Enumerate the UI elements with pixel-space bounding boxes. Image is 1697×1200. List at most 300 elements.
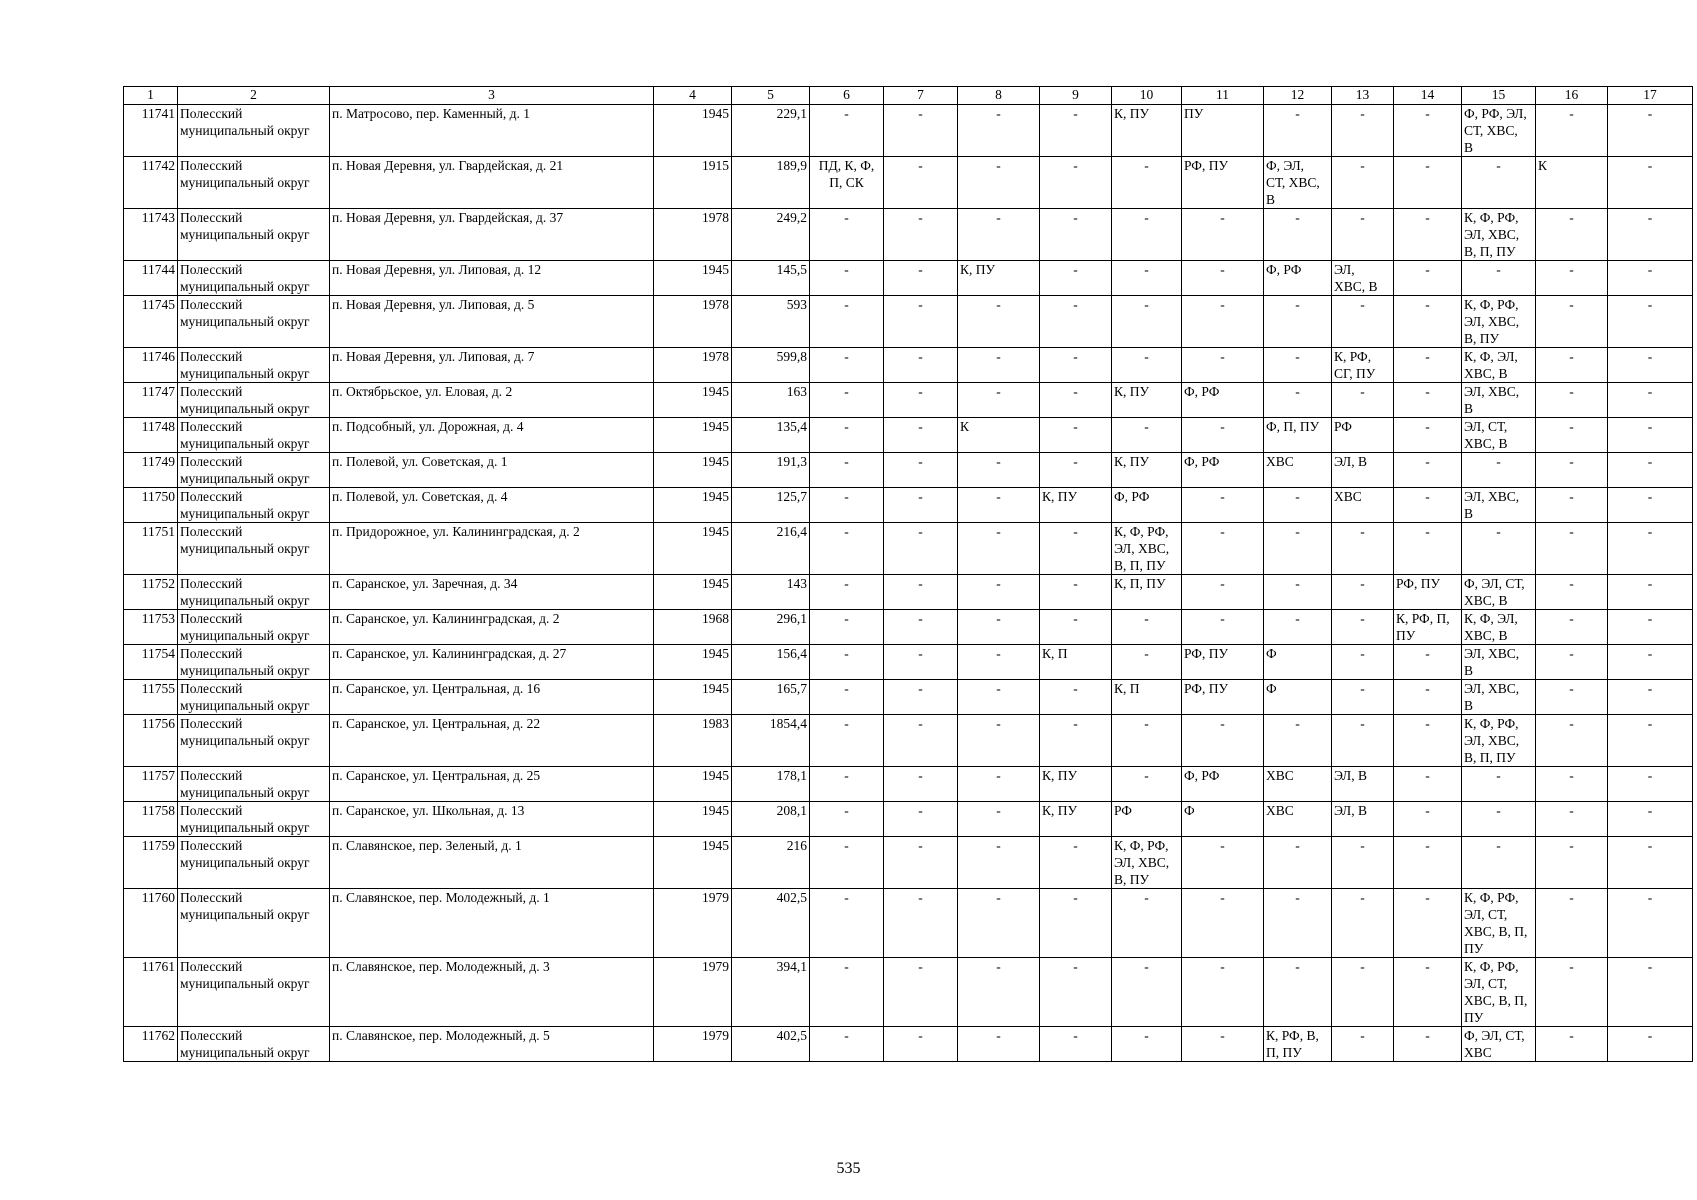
- table-cell: -: [810, 715, 884, 767]
- table-cell: Ф, РФ: [1182, 453, 1264, 488]
- table-cell: -: [1536, 802, 1608, 837]
- table-cell: -: [884, 296, 958, 348]
- table-cell: -: [884, 383, 958, 418]
- table-cell: -: [884, 157, 958, 209]
- table-cell: 216: [732, 837, 810, 889]
- table-cell: К, Ф, РФ, ЭЛ, ХВС, В, П, ПУ: [1112, 523, 1182, 575]
- table-cell: -: [1264, 296, 1332, 348]
- table-cell: -: [1608, 383, 1693, 418]
- table-cell: -: [1182, 418, 1264, 453]
- table-cell: 11759: [124, 837, 178, 889]
- table-cell: -: [958, 453, 1040, 488]
- table-cell: К, Ф, ЭЛ, ХВС, В: [1462, 348, 1536, 383]
- table-cell: К, Ф, РФ, ЭЛ, ХВС, В, ПУ: [1112, 837, 1182, 889]
- table-cell: -: [1536, 715, 1608, 767]
- table-cell: п. Саранское, ул. Калининградская, д. 27: [330, 645, 654, 680]
- table-cell: -: [1608, 645, 1693, 680]
- table-cell: К, ПУ: [1040, 488, 1112, 523]
- table-cell: -: [958, 575, 1040, 610]
- table-cell: 11742: [124, 157, 178, 209]
- table-cell: -: [884, 261, 958, 296]
- table-cell: РФ, ПУ: [1182, 157, 1264, 209]
- table-cell: -: [1040, 383, 1112, 418]
- table-cell: 402,5: [732, 1027, 810, 1062]
- table-cell: 11747: [124, 383, 178, 418]
- table-cell: -: [1264, 105, 1332, 157]
- table-cell: -: [1332, 383, 1394, 418]
- table-cell: -: [810, 889, 884, 958]
- table-cell: -: [1332, 209, 1394, 261]
- table-cell: -: [1182, 488, 1264, 523]
- table-cell: К, ПУ: [958, 261, 1040, 296]
- table-cell: Полесский муниципальный округ: [178, 523, 330, 575]
- table-row: [124, 575, 1693, 610]
- table-cell: -: [1332, 610, 1394, 645]
- table-cell: 11761: [124, 958, 178, 1027]
- table-cell: -: [1462, 453, 1536, 488]
- table-cell: -: [884, 837, 958, 889]
- table-cell: ЭЛ, ХВС, В: [1462, 488, 1536, 523]
- table-cell: К, РФ, СГ, ПУ: [1332, 348, 1394, 383]
- table-cell: ЭЛ, ХВС, В: [1462, 383, 1536, 418]
- table-cell: -: [1332, 715, 1394, 767]
- table-cell: -: [1112, 958, 1182, 1027]
- table-cell: -: [958, 889, 1040, 958]
- table-cell: Ф, РФ: [1182, 383, 1264, 418]
- table-cell: -: [1040, 837, 1112, 889]
- table-cell: Полесский муниципальный округ: [178, 889, 330, 958]
- column-header: 17: [1608, 87, 1693, 105]
- table-cell: 11755: [124, 680, 178, 715]
- register-table: [123, 86, 1693, 1062]
- table-cell: -: [1112, 610, 1182, 645]
- table-cell: -: [1040, 453, 1112, 488]
- table-cell: -: [958, 488, 1040, 523]
- table-cell: -: [1394, 261, 1462, 296]
- table-cell: -: [1332, 645, 1394, 680]
- table-cell: -: [1536, 837, 1608, 889]
- table-cell: -: [1332, 958, 1394, 1027]
- table-cell: -: [1608, 889, 1693, 958]
- table-cell: РФ, ПУ: [1182, 680, 1264, 715]
- table-cell: 191,3: [732, 453, 810, 488]
- table-cell: -: [1112, 157, 1182, 209]
- table-cell: 229,1: [732, 105, 810, 157]
- table-cell: К, ПУ: [1040, 802, 1112, 837]
- table-cell: -: [1112, 261, 1182, 296]
- column-header: 7: [884, 87, 958, 105]
- table-cell: -: [810, 610, 884, 645]
- table-cell: -: [1332, 157, 1394, 209]
- table-cell: Полесский муниципальный округ: [178, 488, 330, 523]
- table-cell: 1945: [654, 523, 732, 575]
- table-cell: п. Полевой, ул. Советская, д. 4: [330, 488, 654, 523]
- table-cell: 11758: [124, 802, 178, 837]
- table-cell: 1915: [654, 157, 732, 209]
- table-cell: п. Новая Деревня, ул. Липовая, д. 5: [330, 296, 654, 348]
- table-cell: -: [884, 610, 958, 645]
- table-cell: -: [1608, 680, 1693, 715]
- table-row: [124, 296, 1693, 348]
- table-cell: 593: [732, 296, 810, 348]
- table-cell: ЭЛ, ХВС, В: [1462, 645, 1536, 680]
- table-cell: -: [1332, 1027, 1394, 1062]
- table-cell: -: [1462, 157, 1536, 209]
- table-cell: 1978: [654, 209, 732, 261]
- table-row: [124, 645, 1693, 680]
- table-cell: РФ, ПУ: [1182, 645, 1264, 680]
- table-cell: -: [1608, 296, 1693, 348]
- table-cell: -: [1332, 889, 1394, 958]
- table-cell: -: [1112, 296, 1182, 348]
- column-header: 8: [958, 87, 1040, 105]
- table-cell: Полесский муниципальный округ: [178, 575, 330, 610]
- table-cell: 1945: [654, 105, 732, 157]
- table-cell: 178,1: [732, 767, 810, 802]
- table-cell: -: [810, 645, 884, 680]
- table-cell: п. Саранское, ул. Заречная, д. 34: [330, 575, 654, 610]
- table-cell: -: [1332, 105, 1394, 157]
- table-cell: -: [810, 680, 884, 715]
- table-cell: -: [958, 348, 1040, 383]
- table-cell: Полесский муниципальный округ: [178, 261, 330, 296]
- table-cell: -: [1536, 488, 1608, 523]
- table-cell: -: [810, 348, 884, 383]
- table-cell: -: [1462, 767, 1536, 802]
- table-cell: -: [1608, 418, 1693, 453]
- table-cell: Полесский муниципальный округ: [178, 837, 330, 889]
- table-cell: 1945: [654, 575, 732, 610]
- table-cell: -: [1608, 1027, 1693, 1062]
- table-row: [124, 348, 1693, 383]
- table-cell: -: [1394, 802, 1462, 837]
- table-cell: -: [810, 523, 884, 575]
- table-row: [124, 958, 1693, 1027]
- table-row: [124, 209, 1693, 261]
- table-cell: К, П: [1040, 645, 1112, 680]
- column-header: 12: [1264, 87, 1332, 105]
- table-cell: 11743: [124, 209, 178, 261]
- table-cell: -: [1394, 1027, 1462, 1062]
- table-cell: К, РФ, П, ПУ: [1394, 610, 1462, 645]
- table-cell: ЭЛ, В: [1332, 453, 1394, 488]
- table-cell: -: [1608, 157, 1693, 209]
- table-cell: К, ПУ: [1040, 767, 1112, 802]
- table-cell: -: [1112, 348, 1182, 383]
- table-cell: -: [1608, 105, 1693, 157]
- table-cell: -: [1394, 383, 1462, 418]
- table-cell: -: [1264, 715, 1332, 767]
- table-cell: -: [810, 261, 884, 296]
- table-cell: -: [1608, 488, 1693, 523]
- table-cell: -: [810, 488, 884, 523]
- table-cell: К, П, ПУ: [1112, 575, 1182, 610]
- table-cell: К, Ф, РФ, ЭЛ, СТ, ХВС, В, П, ПУ: [1462, 889, 1536, 958]
- table-cell: К, ПУ: [1112, 383, 1182, 418]
- table-cell: -: [1112, 645, 1182, 680]
- table-cell: 1945: [654, 645, 732, 680]
- table-cell: Ф, РФ: [1264, 261, 1332, 296]
- table-cell: -: [1608, 958, 1693, 1027]
- table-cell: -: [884, 802, 958, 837]
- table-cell: -: [1462, 523, 1536, 575]
- table-cell: Полесский муниципальный округ: [178, 715, 330, 767]
- table-cell: -: [1462, 261, 1536, 296]
- table-cell: Полесский муниципальный округ: [178, 645, 330, 680]
- table-cell: -: [810, 802, 884, 837]
- table-cell: п. Славянское, пер. Молодежный, д. 1: [330, 889, 654, 958]
- table-cell: -: [1394, 767, 1462, 802]
- table-cell: -: [1040, 105, 1112, 157]
- table-cell: -: [1536, 453, 1608, 488]
- table-cell: 11756: [124, 715, 178, 767]
- table-cell: 11753: [124, 610, 178, 645]
- table-cell: п. Саранское, ул. Калининградская, д. 2: [330, 610, 654, 645]
- table-cell: -: [1264, 837, 1332, 889]
- table-cell: -: [958, 715, 1040, 767]
- table-cell: -: [1608, 715, 1693, 767]
- table-cell: -: [884, 575, 958, 610]
- table-cell: -: [810, 296, 884, 348]
- table-cell: -: [1536, 575, 1608, 610]
- table-cell: -: [1394, 296, 1462, 348]
- table-cell: 1978: [654, 296, 732, 348]
- table-cell: 1854,4: [732, 715, 810, 767]
- table-cell: -: [1264, 383, 1332, 418]
- table-cell: К, П: [1112, 680, 1182, 715]
- table-cell: -: [1332, 837, 1394, 889]
- column-header: 3: [330, 87, 654, 105]
- column-header: 15: [1462, 87, 1536, 105]
- table-cell: п. Полевой, ул. Советская, д. 1: [330, 453, 654, 488]
- table-cell: -: [1536, 523, 1608, 575]
- table-cell: 1979: [654, 1027, 732, 1062]
- table-cell: -: [1112, 1027, 1182, 1062]
- table-cell: 11748: [124, 418, 178, 453]
- table-cell: п. Славянское, пер. Зеленый, д. 1: [330, 837, 654, 889]
- table-cell: -: [1608, 261, 1693, 296]
- column-header: 16: [1536, 87, 1608, 105]
- table-cell: -: [1040, 715, 1112, 767]
- table-cell: 11757: [124, 767, 178, 802]
- table-cell: ХВС: [1264, 802, 1332, 837]
- table-cell: -: [1462, 837, 1536, 889]
- table-cell: -: [884, 958, 958, 1027]
- table-cell: -: [1182, 575, 1264, 610]
- table-cell: -: [1112, 418, 1182, 453]
- column-header: 10: [1112, 87, 1182, 105]
- table-cell: 1945: [654, 802, 732, 837]
- table-cell: -: [1536, 680, 1608, 715]
- table-cell: 11751: [124, 523, 178, 575]
- table-cell: 402,5: [732, 889, 810, 958]
- table-cell: -: [1394, 488, 1462, 523]
- table-cell: Полесский муниципальный округ: [178, 453, 330, 488]
- column-header: 5: [732, 87, 810, 105]
- table-cell: п. Новая Деревня, ул. Гвардейская, д. 37: [330, 209, 654, 261]
- table-cell: 11750: [124, 488, 178, 523]
- table-cell: -: [810, 453, 884, 488]
- table-cell: -: [1394, 209, 1462, 261]
- table-cell: -: [1536, 383, 1608, 418]
- table-cell: -: [1264, 209, 1332, 261]
- table-cell: п. Саранское, ул. Центральная, д. 16: [330, 680, 654, 715]
- column-header: 2: [178, 87, 330, 105]
- table-cell: -: [1536, 209, 1608, 261]
- table-cell: -: [884, 523, 958, 575]
- table-row: [124, 261, 1693, 296]
- table-cell: 163: [732, 383, 810, 418]
- table-cell: -: [1536, 958, 1608, 1027]
- table-cell: -: [810, 837, 884, 889]
- table-cell: -: [1536, 610, 1608, 645]
- table-cell: ЭЛ, ХВС, В: [1332, 261, 1394, 296]
- table-row: [124, 802, 1693, 837]
- table-row: [124, 523, 1693, 575]
- table-cell: Полесский муниципальный округ: [178, 767, 330, 802]
- column-header: 11: [1182, 87, 1264, 105]
- table-cell: -: [1394, 453, 1462, 488]
- table-cell: 11746: [124, 348, 178, 383]
- table-cell: Ф, П, ПУ: [1264, 418, 1332, 453]
- table-cell: 599,8: [732, 348, 810, 383]
- table-cell: Полесский муниципальный округ: [178, 680, 330, 715]
- table-cell: Полесский муниципальный округ: [178, 802, 330, 837]
- table-cell: -: [1608, 453, 1693, 488]
- table-cell: п. Матросово, пер. Каменный, д. 1: [330, 105, 654, 157]
- table-cell: -: [810, 105, 884, 157]
- table-cell: -: [1040, 261, 1112, 296]
- table-cell: -: [1536, 105, 1608, 157]
- table-cell: п. Славянское, пер. Молодежный, д. 5: [330, 1027, 654, 1062]
- table-cell: -: [1536, 889, 1608, 958]
- table-cell: -: [1536, 296, 1608, 348]
- table-cell: 296,1: [732, 610, 810, 645]
- table-cell: п. Придорожное, ул. Калининградская, д. 2: [330, 523, 654, 575]
- table-cell: -: [1394, 645, 1462, 680]
- table-row: [124, 715, 1693, 767]
- table-cell: -: [1536, 261, 1608, 296]
- table-cell: 1979: [654, 958, 732, 1027]
- table-cell: 249,2: [732, 209, 810, 261]
- table-row: [124, 105, 1693, 157]
- table-cell: -: [1536, 767, 1608, 802]
- table-cell: -: [1040, 157, 1112, 209]
- table-cell: -: [1394, 715, 1462, 767]
- column-header: 1: [124, 87, 178, 105]
- table-cell: 1945: [654, 488, 732, 523]
- table-cell: -: [1536, 1027, 1608, 1062]
- table-row: [124, 453, 1693, 488]
- table-cell: п. Подсобный, ул. Дорожная, д. 4: [330, 418, 654, 453]
- table-cell: К, Ф, РФ, ЭЛ, ХВС, В, ПУ: [1462, 296, 1536, 348]
- table-cell: -: [1394, 958, 1462, 1027]
- table-cell: -: [884, 453, 958, 488]
- table-cell: -: [884, 889, 958, 958]
- table-cell: -: [884, 209, 958, 261]
- table-row: [124, 418, 1693, 453]
- table-cell: К: [1536, 157, 1608, 209]
- table-cell: 1945: [654, 453, 732, 488]
- table-cell: 11744: [124, 261, 178, 296]
- table-cell: -: [1182, 958, 1264, 1027]
- table-cell: 11749: [124, 453, 178, 488]
- table-cell: ЭЛ, В: [1332, 802, 1394, 837]
- table-cell: РФ: [1332, 418, 1394, 453]
- table-cell: Полесский муниципальный округ: [178, 418, 330, 453]
- table-cell: ХВС: [1264, 767, 1332, 802]
- table-cell: -: [1394, 837, 1462, 889]
- table-cell: 11760: [124, 889, 178, 958]
- table-cell: -: [884, 645, 958, 680]
- table-cell: 1945: [654, 418, 732, 453]
- table-cell: -: [1394, 418, 1462, 453]
- table-cell: Ф: [1182, 802, 1264, 837]
- table-cell: -: [958, 802, 1040, 837]
- table-cell: п. Саранское, ул. Центральная, д. 25: [330, 767, 654, 802]
- table-cell: К: [958, 418, 1040, 453]
- column-header: 13: [1332, 87, 1394, 105]
- table-cell: -: [958, 837, 1040, 889]
- table-cell: -: [958, 610, 1040, 645]
- table-cell: 1945: [654, 680, 732, 715]
- table-cell: -: [1536, 348, 1608, 383]
- table-cell: 125,7: [732, 488, 810, 523]
- table-cell: -: [1608, 523, 1693, 575]
- table-cell: Ф, РФ: [1182, 767, 1264, 802]
- table-cell: п. Новая Деревня, ул. Липовая, д. 12: [330, 261, 654, 296]
- table-cell: -: [1264, 889, 1332, 958]
- table-cell: -: [958, 105, 1040, 157]
- table-cell: -: [1394, 523, 1462, 575]
- table-cell: 11745: [124, 296, 178, 348]
- table-row: [124, 1027, 1693, 1062]
- table-cell: Ф, ЭЛ, СТ, ХВС: [1462, 1027, 1536, 1062]
- table-cell: ЭЛ, ХВС, В: [1462, 680, 1536, 715]
- table-cell: п. Саранское, ул. Школьная, д. 13: [330, 802, 654, 837]
- table-cell: -: [1112, 209, 1182, 261]
- table-cell: ХВС: [1332, 488, 1394, 523]
- table-cell: -: [1182, 261, 1264, 296]
- table-cell: Ф, РФ: [1112, 488, 1182, 523]
- table-cell: -: [1394, 889, 1462, 958]
- table-cell: -: [1264, 488, 1332, 523]
- table-cell: -: [1608, 348, 1693, 383]
- table-cell: -: [1112, 889, 1182, 958]
- table-cell: -: [1112, 715, 1182, 767]
- table-cell: Полесский муниципальный округ: [178, 610, 330, 645]
- table-cell: ПД, К, Ф, П, СК: [810, 157, 884, 209]
- table-cell: -: [1182, 837, 1264, 889]
- table-cell: -: [810, 383, 884, 418]
- table-cell: К, Ф, РФ, ЭЛ, ХВС, В, П, ПУ: [1462, 715, 1536, 767]
- table-cell: -: [1040, 889, 1112, 958]
- table-cell: -: [958, 680, 1040, 715]
- table-body: [124, 105, 1693, 1062]
- table-cell: -: [1394, 348, 1462, 383]
- table-cell: 1945: [654, 383, 732, 418]
- table-row: [124, 610, 1693, 645]
- table-cell: 394,1: [732, 958, 810, 1027]
- table-cell: 11752: [124, 575, 178, 610]
- table-cell: К, Ф, РФ, ЭЛ, ХВС, В, П, ПУ: [1462, 209, 1536, 261]
- table-row: [124, 157, 1693, 209]
- table-cell: -: [1332, 296, 1394, 348]
- table-cell: К, ПУ: [1112, 453, 1182, 488]
- table-cell: 165,7: [732, 680, 810, 715]
- table-cell: 156,4: [732, 645, 810, 680]
- table-cell: -: [1536, 418, 1608, 453]
